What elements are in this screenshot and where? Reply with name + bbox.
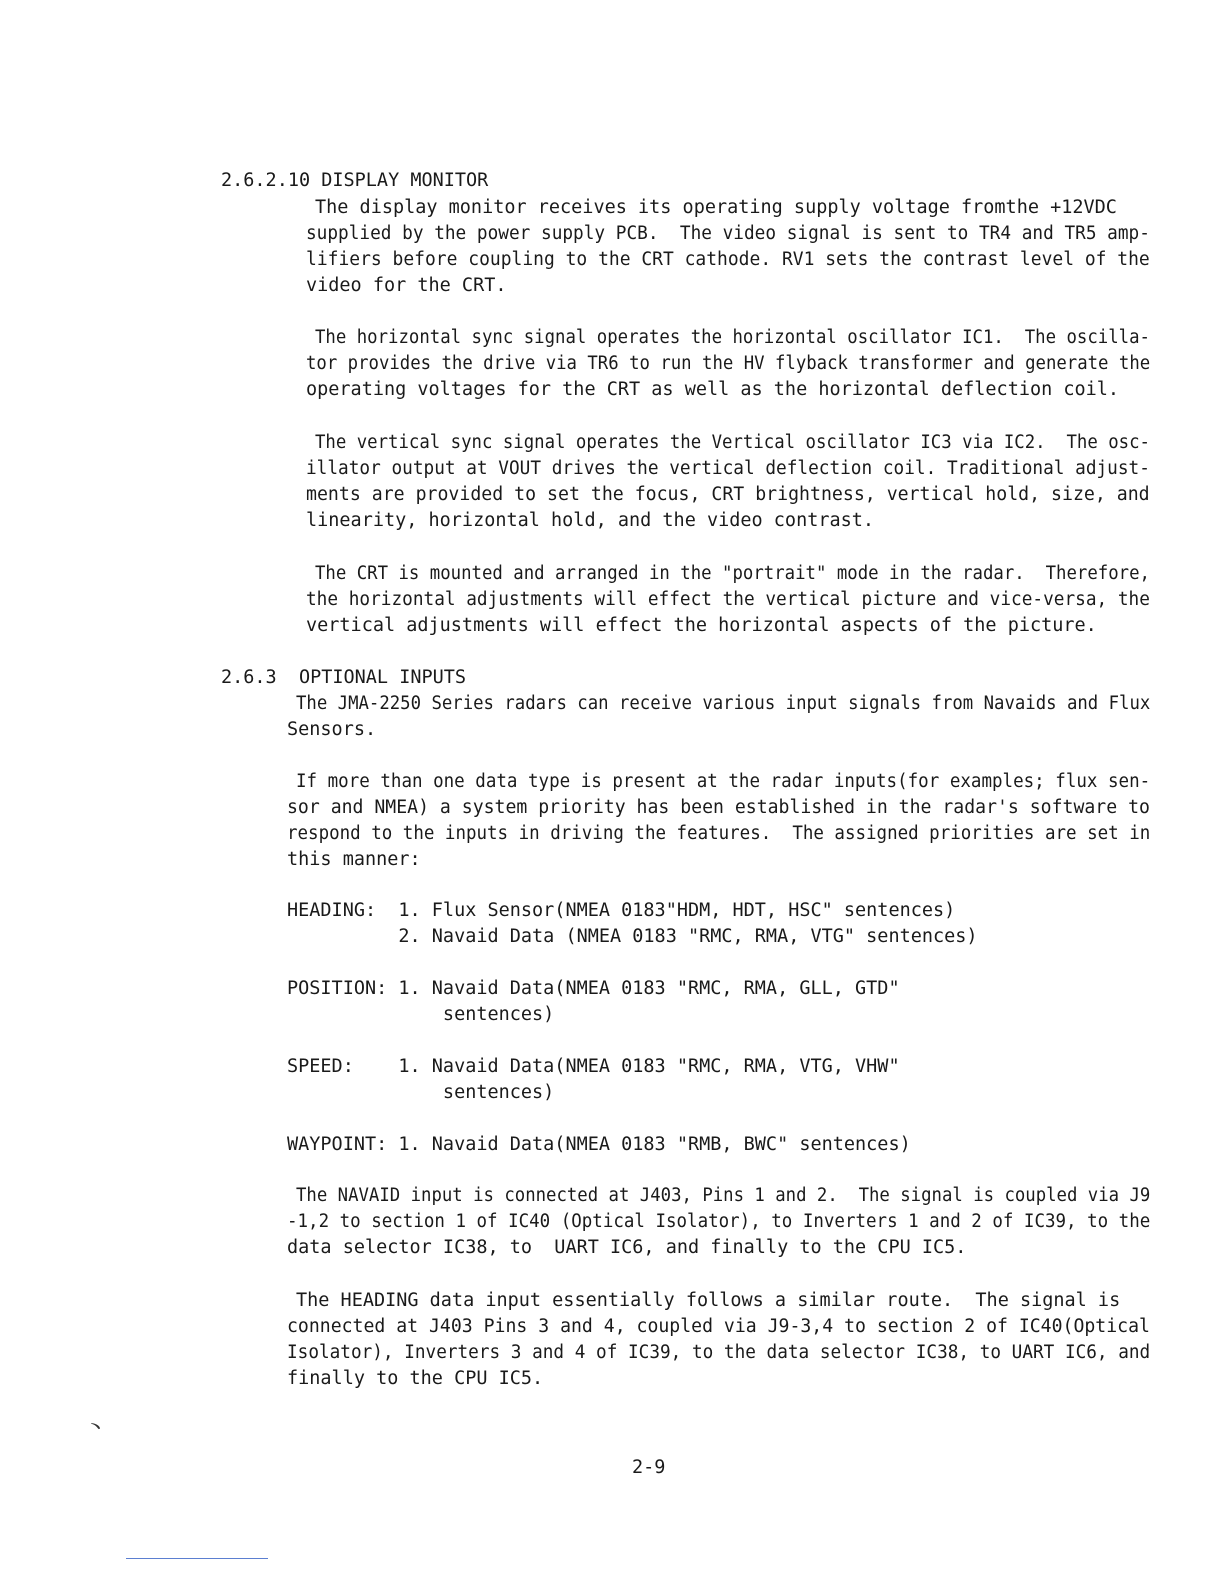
text-line: vertical adjustments will effect the horizontal aspects of the picture.	[306, 615, 1097, 636]
text-line: WAYPOINT: 1. Navaid Data(NMEA 0183 "RMB, BWC" sentences)	[287, 1134, 911, 1155]
text-line: operating voltages for the CRT as well as the horizontal deflection coil.	[306, 379, 1120, 400]
text-line: sentences)	[287, 1004, 555, 1025]
text-line: The horizontal sync signal operates the horizontal oscillator IC1. The oscilla-	[315, 327, 1150, 348]
text-line: Sensors.	[287, 719, 377, 740]
text-line: sor and NMEA) a system priority has been established in the radar's software to	[287, 797, 1150, 818]
section-heading-display-monitor: 2.6.2.10 DISPLAY MONITOR	[221, 170, 489, 191]
text-line: The HEADING data input essentially follows a similar route. The signal is	[296, 1290, 1121, 1311]
text-line: this manner:	[287, 849, 421, 870]
text-line: The JMA-2250 Series radars can receive various input signals from Navaids and Flux	[296, 693, 1151, 714]
text-line: 2. Navaid Data (NMEA 0183 "RMC, RMA, VTG" sentences)	[287, 926, 978, 947]
text-line: connected at J403 Pins 3 and 4, coupled via J9-3,4 to section 2 of IC40(Optical	[287, 1316, 1150, 1337]
text-line: Isolator), Inverters 3 and 4 of IC39, to the data selector IC38, to UART IC6, and	[287, 1342, 1151, 1363]
text-line: data selector IC38, to UART IC6, and finally to the CPU IC5.	[287, 1237, 967, 1258]
text-line: illator output at VOUT drives the vertical deflection coil. Traditional adjust-	[306, 458, 1150, 479]
text-line: The CRT is mounted and arranged in the "portrait" mode in the radar. Therefore,	[315, 563, 1150, 584]
text-line: The display monitor receives its operating supply voltage fromthe +12VDC	[315, 197, 1117, 218]
section-heading-optional-inputs: 2.6.3 OPTIONAL INPUTS	[221, 667, 467, 688]
text-line: the horizontal adjustments will effect the vertical picture and vice-versa, the	[306, 589, 1150, 610]
text-line: POSITION: 1. Navaid Data(NMEA 0183 "RMC, RMA, GLL, GTD"	[287, 978, 900, 999]
text-line: -1,2 to section 1 of IC40 (Optical Isolator), to Inverters 1 and 2 of IC39, to the	[287, 1211, 1151, 1232]
text-line: HEADING: 1. Flux Sensor(NMEA 0183"HDM, HDT, HSC" sentences)	[287, 900, 956, 921]
text-line: lifiers before coupling to the CRT cathode. RV1 sets the contrast level of the	[306, 249, 1150, 270]
text-line: The NAVAID input is connected at J403, Pins 1 and 2. The signal is coupled via J9	[296, 1185, 1151, 1206]
text-line: linearity, horizontal hold, and the video contrast.	[306, 510, 875, 531]
text-line: supplied by the power supply PCB. The video signal is sent to TR4 and TR5 amp-	[306, 223, 1150, 244]
text-line: finally to the CPU IC5.	[287, 1368, 544, 1389]
text-line: SPEED: 1. Navaid Data(NMEA 0183 "RMC, RMA, VTG, VHW"	[287, 1056, 900, 1077]
text-line: sentences)	[287, 1082, 555, 1103]
margin-mark: ヽ	[81, 1411, 111, 1443]
text-line: respond to the inputs in driving the features. The assigned priorities are set in	[287, 823, 1151, 844]
text-line: If more than one data type is present at the radar inputs(for examples; flux sen-	[296, 771, 1151, 792]
text-line: tor provides the drive via TR6 to run the HV flyback transformer and generate the	[306, 353, 1151, 374]
text-line: video for the CRT.	[306, 275, 507, 296]
text-line: The vertical sync signal operates the Vertical oscillator IC3 via IC2. The osc-	[315, 432, 1150, 453]
scan-edge-line	[126, 1558, 268, 1559]
text-line: ments are provided to set the focus, CRT brightness, vertical hold, size, and	[306, 484, 1150, 505]
page-number: 2-9	[632, 1457, 666, 1478]
